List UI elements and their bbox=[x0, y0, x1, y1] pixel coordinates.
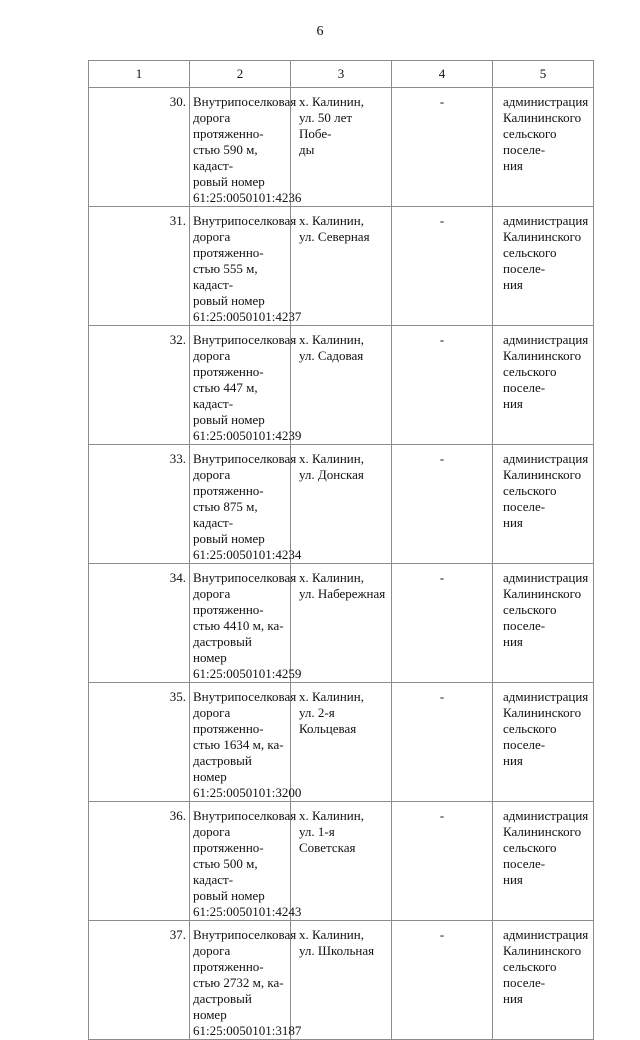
object-owner: администрация Калининского сельского поселе- ния bbox=[503, 332, 589, 411]
object-address: х. Калинин, ул. Садовая bbox=[299, 332, 364, 363]
col4-value: - bbox=[439, 689, 445, 704]
table-row bbox=[89, 564, 594, 683]
table-row bbox=[89, 207, 594, 326]
row-number: 36. bbox=[169, 808, 186, 823]
header-col-3: 3 bbox=[291, 61, 392, 88]
col4-value: - bbox=[439, 213, 445, 228]
row-number: 32. bbox=[169, 332, 186, 347]
object-address: х. Калинин, ул. 2-я Кольцевая bbox=[299, 689, 364, 736]
header-col-5: 5 bbox=[493, 61, 594, 88]
property-table bbox=[88, 60, 594, 1040]
table-row bbox=[89, 445, 594, 564]
row-number: 33. bbox=[169, 451, 186, 466]
object-address: х. Калинин, ул. Донская bbox=[299, 451, 364, 482]
object-address: х. Калинин, ул. Набережная bbox=[299, 570, 386, 601]
object-owner: администрация Калининского сельского поселе- ния bbox=[503, 927, 589, 1006]
page-number: 6 bbox=[316, 24, 324, 39]
col4-value: - bbox=[439, 451, 445, 466]
table-row bbox=[89, 921, 594, 1040]
row-number: 31. bbox=[169, 213, 186, 228]
object-description: Внутрипоселковая дорога протяженно- стью 875 м, кадаст- ровый номер 61:25:0050101:4234 bbox=[193, 451, 302, 562]
object-owner: администрация Калининского сельского поселе- ния bbox=[503, 570, 589, 649]
col4-value: - bbox=[439, 927, 445, 942]
table-header-row bbox=[89, 61, 594, 88]
object-owner: администрация Калининского сельского поселе- ния bbox=[503, 808, 589, 887]
object-description: Внутрипоселковая дорога протяженно- стью 590 м, кадаст- ровый номер 61:25:0050101:4236 bbox=[193, 94, 302, 205]
object-description: Внутрипоселковая дорога протяженно- стью 1634 м, ка- дастровый номер 61:25:0050101:3200 bbox=[193, 689, 302, 800]
object-description: Внутрипоселковая дорога протяженно- стью 555 м, кадаст- ровый номер 61:25:0050101:4237 bbox=[193, 213, 302, 324]
row-number: 34. bbox=[169, 570, 186, 585]
col4-value: - bbox=[439, 808, 445, 823]
object-description: Внутрипоселковая дорога протяженно- стью 447 м, кадаст- ровый номер 61:25:0050101:4239 bbox=[193, 332, 302, 443]
row-number: 37. bbox=[169, 927, 186, 942]
header-col-4: 4 bbox=[392, 61, 493, 88]
object-owner: администрация Калининского сельского поселе- ния bbox=[503, 213, 589, 292]
object-owner: администрация Калининского сельского поселе- ния bbox=[503, 451, 589, 530]
col4-value: - bbox=[439, 332, 445, 347]
table-row bbox=[89, 326, 594, 445]
row-number: 35. bbox=[169, 689, 186, 704]
object-address: х. Калинин, ул. 1-я Советская bbox=[299, 808, 364, 855]
object-owner: администрация Калининского сельского поселе- ния bbox=[503, 94, 589, 173]
object-address: х. Калинин, ул. Северная bbox=[299, 213, 370, 244]
row-number: 30. bbox=[169, 94, 186, 109]
object-address: х. Калинин, ул. 50 лет Побе- ды bbox=[299, 94, 364, 157]
table-row bbox=[89, 88, 594, 207]
object-description: Внутрипоселковая дорога протяженно- стью 4410 м, ка- дастровый номер 61:25:0050101:4259 bbox=[193, 570, 302, 681]
col4-value: - bbox=[439, 570, 445, 585]
table-row bbox=[89, 683, 594, 802]
object-owner: администрация Калининского сельского поселе- ния bbox=[503, 689, 589, 768]
col4-value: - bbox=[439, 94, 445, 109]
object-description: Внутрипоселковая дорога протяженно- стью 2732 м, ка- дастровый номер 61:25:0050101:3187 bbox=[193, 927, 302, 1038]
header-col-2: 2 bbox=[190, 61, 291, 88]
object-description: Внутрипоселковая дорога протяженно- стью 500 м, кадаст- ровый номер 61:25:0050101:4243 bbox=[193, 808, 302, 919]
table-row bbox=[89, 802, 594, 921]
header-col-1: 1 bbox=[89, 61, 190, 88]
object-address: х. Калинин, ул. Школьная bbox=[299, 927, 375, 958]
